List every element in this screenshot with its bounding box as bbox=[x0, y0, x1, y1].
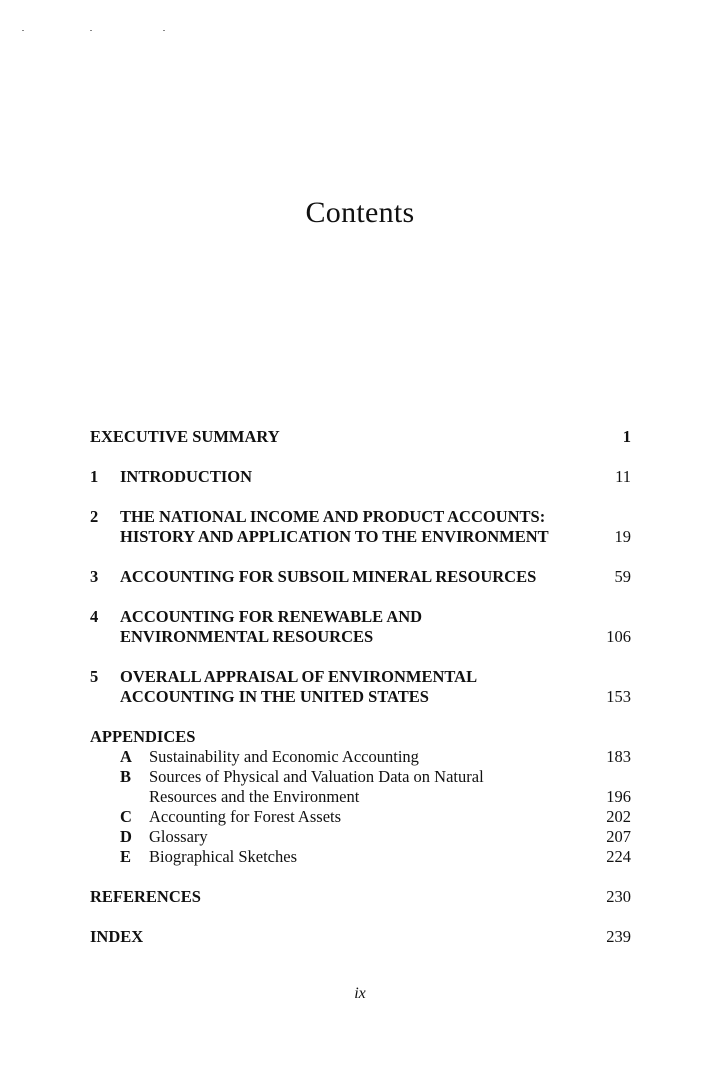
page-number: 239 bbox=[606, 927, 631, 946]
entry-title: ACCOUNTING FOR SUBSOIL MINERAL RESOURCES bbox=[120, 567, 537, 586]
scan-artifact-marks bbox=[0, 30, 200, 38]
page-number: 202 bbox=[606, 807, 631, 826]
page-number: 11 bbox=[615, 467, 631, 486]
page-number: 106 bbox=[606, 627, 631, 646]
entry-title-line-2: ACCOUNTING IN THE UNITED STATES bbox=[120, 687, 429, 706]
entry-title-line-1: Sources of Physical and Valuation Data on Natural bbox=[149, 767, 484, 786]
toc-entry-executive-summary bbox=[90, 427, 631, 447]
entry-title: INTRODUCTION bbox=[120, 467, 253, 486]
appendix-letter: C bbox=[120, 807, 132, 826]
entry-title: Accounting for Forest Assets bbox=[149, 807, 342, 826]
page-number: 1 bbox=[622, 427, 631, 446]
entry-title: Sustainability and Economic Accounting bbox=[149, 747, 419, 766]
toc-entry-chapter-4 bbox=[90, 607, 631, 647]
toc-entry-appendix-a bbox=[90, 747, 631, 767]
entry-title-line-1: THE NATIONAL INCOME AND PRODUCT ACCOUNTS: bbox=[120, 507, 546, 526]
chapter-number: 5 bbox=[90, 667, 99, 686]
entry-title-line-2: Resources and the Environment bbox=[149, 787, 360, 806]
toc-entry-appendix-b bbox=[90, 767, 631, 807]
page-number: 230 bbox=[606, 887, 631, 906]
toc-entry-references bbox=[90, 887, 631, 907]
page-number: 224 bbox=[606, 847, 631, 866]
page-number: 59 bbox=[614, 567, 631, 586]
entry-title: Biographical Sketches bbox=[149, 847, 298, 866]
entry-title: Glossary bbox=[149, 827, 208, 846]
page-number: 196 bbox=[606, 787, 631, 806]
page-number: 19 bbox=[614, 527, 631, 546]
toc-entry-chapter-5 bbox=[90, 667, 631, 707]
entry-title-line-1: OVERALL APPRAISAL OF ENVIRONMENTAL bbox=[120, 667, 478, 686]
entry-title: REFERENCES bbox=[90, 887, 201, 906]
appendices-heading: APPENDICES bbox=[90, 727, 196, 746]
entry-title-line-1: ACCOUNTING FOR RENEWABLE AND bbox=[120, 607, 423, 626]
toc-entry-appendix-e bbox=[90, 847, 631, 867]
table-of-contents bbox=[90, 427, 631, 947]
chapter-number: 1 bbox=[90, 467, 99, 486]
appendix-letter: B bbox=[120, 767, 132, 786]
toc-entry-appendix-c bbox=[90, 807, 631, 827]
page-number: 183 bbox=[606, 747, 631, 766]
entry-title: EXECUTIVE SUMMARY bbox=[90, 427, 280, 446]
toc-entry-chapter-2 bbox=[90, 507, 631, 547]
toc-entry-index bbox=[90, 927, 631, 947]
appendix-letter: A bbox=[120, 747, 132, 766]
chapter-number: 2 bbox=[90, 507, 99, 526]
toc-entry-appendix-d bbox=[90, 827, 631, 847]
page-folio: ix bbox=[354, 985, 366, 1002]
entry-title-line-2: HISTORY AND APPLICATION TO THE ENVIRONMENT bbox=[120, 527, 549, 546]
page-number: 207 bbox=[606, 827, 631, 846]
page-title: Contents bbox=[305, 196, 415, 229]
toc-entry-chapter-3 bbox=[90, 567, 631, 587]
toc-entry-chapter-1 bbox=[90, 467, 631, 487]
chapter-number: 3 bbox=[90, 567, 99, 586]
page-number: 153 bbox=[606, 687, 631, 706]
appendix-letter: E bbox=[120, 847, 132, 866]
entry-title-line-2: ENVIRONMENTAL RESOURCES bbox=[120, 627, 374, 646]
chapter-number: 4 bbox=[90, 607, 99, 626]
entry-title: INDEX bbox=[90, 927, 144, 946]
appendix-letter: D bbox=[120, 827, 132, 846]
